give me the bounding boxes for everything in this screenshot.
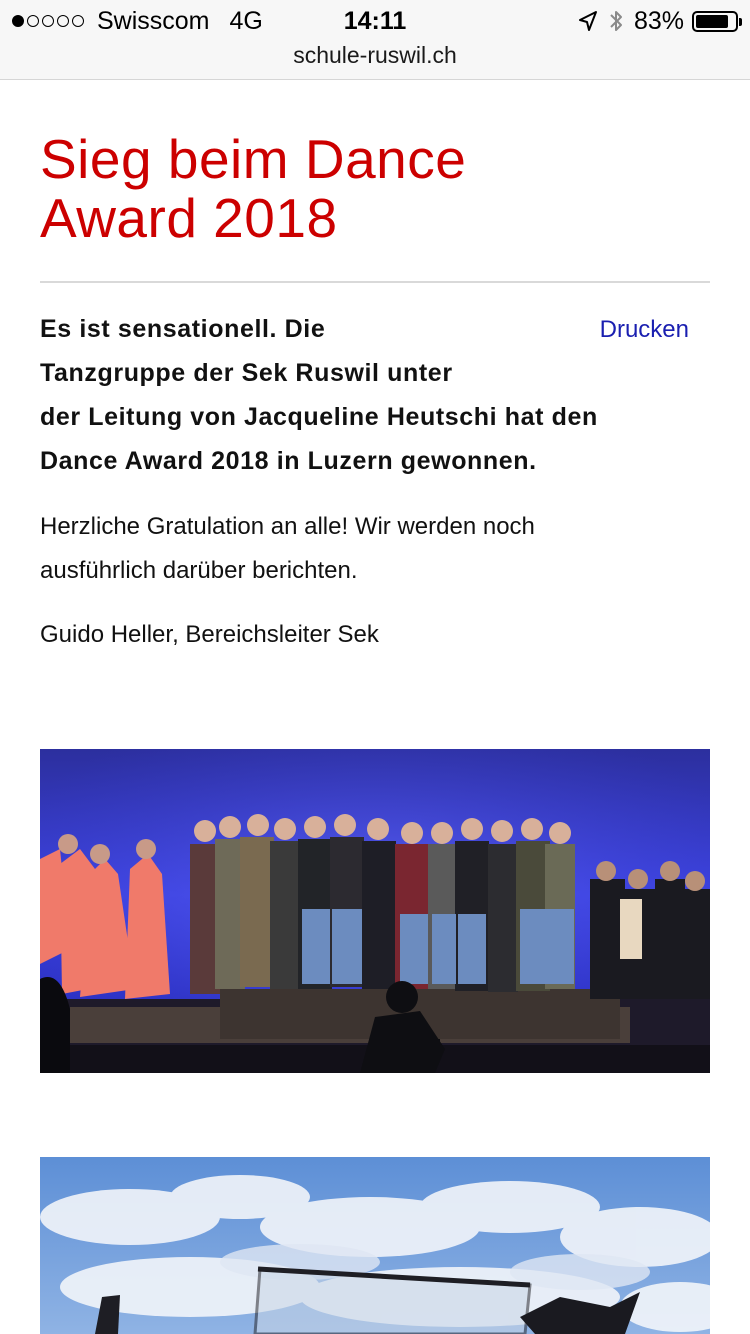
network-type: 4G	[229, 6, 263, 35]
lead-line: der Leitung von Jacqueline Heutschi hat den	[40, 403, 598, 431]
lead-section	[40, 307, 710, 483]
battery-percent: 83%	[633, 6, 684, 35]
page-title	[40, 130, 710, 248]
body-line: Herzliche Gratulation an alle! Wir werden noch	[40, 513, 535, 540]
bluetooth-icon	[608, 8, 624, 34]
article	[40, 80, 710, 657]
battery-icon	[692, 11, 738, 32]
status-right	[578, 6, 738, 36]
title-line-2: Award 2018	[40, 187, 338, 249]
author-line: Guido Heller, Bereichsleiter Sek	[40, 621, 379, 648]
lead-line: Dance Award 2018 in Luzern gewonnen.	[40, 447, 537, 475]
print-link[interactable]: Drucken	[599, 316, 689, 343]
body-line: ausführlich darüber berichten.	[40, 557, 358, 584]
body-paragraph	[40, 505, 710, 593]
photo-dance-group-stage[interactable]	[40, 749, 710, 1073]
location-arrow-icon	[578, 10, 598, 32]
trophy-photo-image	[40, 1157, 710, 1334]
title-line-1: Sieg beim Dance	[40, 128, 467, 190]
title-divider	[40, 281, 710, 283]
lead-line: Es ist sensationell. Die	[40, 315, 326, 343]
photo-trophy-sky[interactable]	[40, 1157, 710, 1334]
carrier-name: Swisscom	[97, 6, 210, 35]
status-bar	[0, 0, 750, 80]
status-time: 14:11	[343, 7, 407, 35]
lead-line: Tanzgruppe der Sek Ruswil unter	[40, 359, 453, 387]
stage-photo-image	[40, 749, 710, 1073]
address-bar-url[interactable]: schule-ruswil.ch	[293, 42, 457, 68]
